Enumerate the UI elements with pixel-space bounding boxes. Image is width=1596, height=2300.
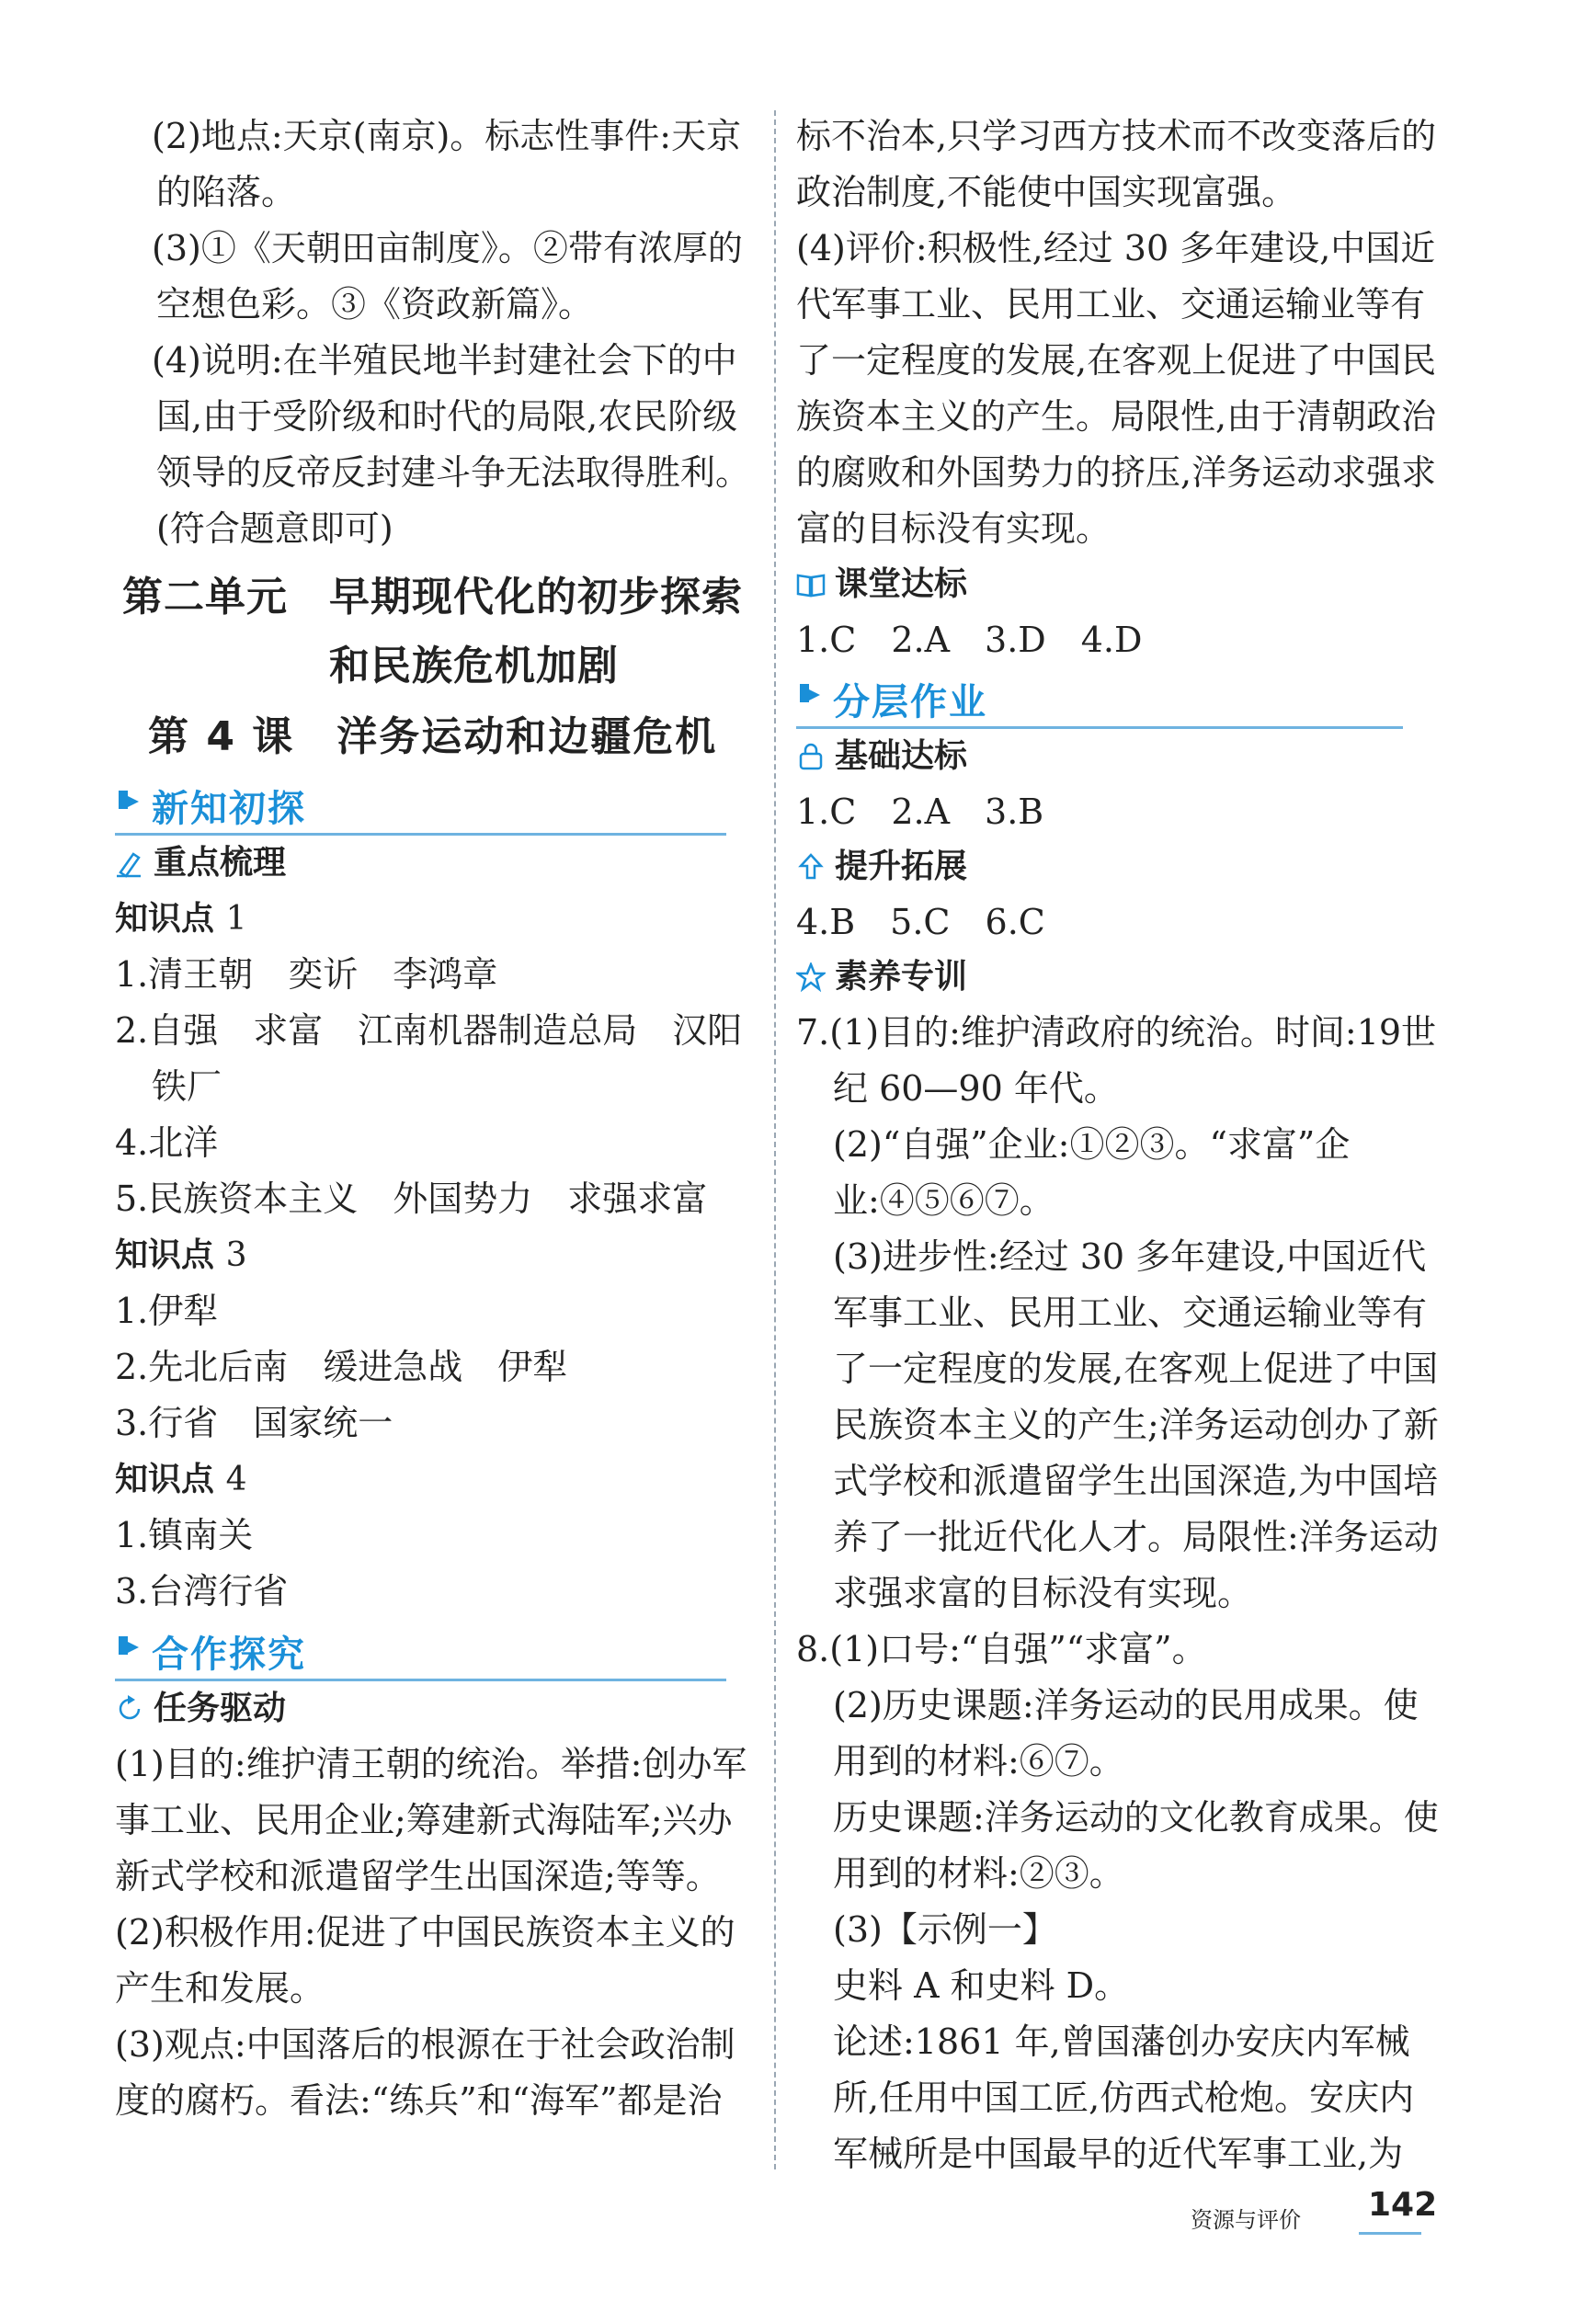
bookmark-icon bbox=[117, 1634, 141, 1662]
section-header-new-knowledge bbox=[115, 776, 726, 836]
list-item: 1.镇南关 bbox=[115, 1515, 254, 1555]
subsection-key-points bbox=[115, 836, 758, 891]
list-item: 5.民族资本主义 外国势力 求强求富 bbox=[115, 1178, 708, 1219]
answer-paragraph: (3)【示例一】 bbox=[833, 1909, 1057, 1950]
right-column bbox=[796, 108, 1440, 2182]
answer-list: 1.C 2.A 3.D 4.D bbox=[796, 620, 1143, 660]
arrow-up-icon bbox=[796, 852, 826, 882]
answer-paragraph: 史料 A 和史料 D。 bbox=[833, 1965, 1130, 2006]
star-icon bbox=[796, 962, 826, 992]
bookmark-icon bbox=[798, 682, 822, 710]
answer-list: 1.C 2.A 3.B bbox=[796, 791, 1044, 832]
answer-paragraph: 历史课题:洋务运动的文化教育成果。使用到的材料:②③。 bbox=[833, 1797, 1439, 1894]
knowledge-point-label: 知识点 1 bbox=[115, 900, 247, 938]
section-header-layered-homework bbox=[796, 669, 1403, 729]
section-title: 分层作业 bbox=[833, 681, 987, 723]
answer-paragraph: 8.(1)口号:“自强”“求富”。 bbox=[796, 1629, 1207, 1669]
subsection-title: 素养专训 bbox=[835, 958, 968, 996]
list-item: 1.伊犁 bbox=[115, 1291, 219, 1331]
subsection-title: 任务驱动 bbox=[154, 1690, 287, 1727]
column-divider bbox=[774, 110, 776, 2169]
lesson-title: 第 4 课 洋务运动和边疆危机 bbox=[148, 713, 718, 760]
answer-paragraph: (4)评价:积极性,经过 30 多年建设,中国近代军事工业、民用工业、交通运输业等有了一定程度的发展,在客观上促进了中国民族资本主义的产生。局限性,由于清朝政治的腐败和外国势力的挤压,洋务运动求强求富的目标没有实现。 bbox=[796, 228, 1437, 549]
subsection-title: 基础达标 bbox=[835, 737, 968, 775]
lock-icon bbox=[796, 742, 826, 771]
footer-book-title: 资源与评价 bbox=[1191, 2207, 1301, 2233]
unit-title-line2: 和民族危机加剧 bbox=[329, 643, 619, 689]
answer-paragraph: (1)目的:维护清王朝的统治。举措:创办军事工业、民用企业;筹建新式海陆军;兴办新式学校和派遣留学生出国深造;等等。 bbox=[115, 1744, 747, 1896]
subsection-basic bbox=[796, 729, 1440, 784]
answer-list: 4.B 5.C 6.C bbox=[796, 902, 1045, 942]
answer-paragraph: (3)进步性:经过 30 多年建设,中国近代军事工业、民用工业、交通运输业等有了一定程度的发展,在客观上促进了中国民族资本主义的产生;洋务运动创办了新式学校和派遣留学生出国深造,为中国培养了一批近代化人才。局限性:洋务运动求强求富的目标没有实现。 bbox=[833, 1236, 1439, 1613]
bookmark-icon bbox=[117, 789, 141, 816]
answer-paragraph: (2)历史课题:洋务运动的民用成果。使用到的材料:⑥⑦。 bbox=[833, 1685, 1419, 1782]
subsection-title: 提升拓展 bbox=[835, 848, 968, 885]
answer-paragraph: 7.(1)目的:维护清政府的统治。时间:19世纪 60—90 年代。 bbox=[796, 1012, 1437, 1109]
answer-paragraph: (2)积极作用:促进了中国民族资本主义的产生和发展。 bbox=[115, 1912, 735, 2009]
list-item: 2.自强 求富 江南机器制造总局 汉阳铁厂 bbox=[115, 1010, 743, 1107]
pen-icon bbox=[115, 848, 144, 878]
list-item: 1.清王朝 奕䜣 李鸿章 bbox=[115, 954, 498, 995]
answer-paragraph: (2)地点:天京(南京)。标志性事件:天京的陷落。 bbox=[152, 116, 742, 212]
answer-paragraph: 论述:1861 年,曾国藩创办安庆内军械所,任用中国工匠,仿西式枪炮。安庆内军械所是中国最早的近代军事工业,为 bbox=[833, 2021, 1415, 2174]
subsection-class-test bbox=[796, 557, 1440, 612]
list-item: 3.行省 国家统一 bbox=[115, 1403, 393, 1443]
unit-title: 第二单元 早期现代化的初步探索 bbox=[122, 574, 743, 621]
subsection-title: 重点梳理 bbox=[154, 844, 287, 882]
book-icon bbox=[796, 570, 826, 599]
knowledge-point-label: 知识点 3 bbox=[115, 1236, 247, 1274]
answer-paragraph: 标不治本,只学习西方技术而不改变落后的政治制度,不能使中国实现富强。 bbox=[796, 116, 1437, 212]
subsection-title: 课堂达标 bbox=[835, 565, 968, 603]
subsection-task-driven bbox=[115, 1681, 758, 1736]
answer-paragraph: (4)说明:在半殖民地半封建社会下的中国,由于受阶级和时代的局限,农民阶级领导的反帝反封建斗争无法取得胜利。(符合题意即可) bbox=[152, 340, 751, 549]
subsection-quality bbox=[796, 950, 1440, 1005]
section-header-cooperation bbox=[115, 1622, 726, 1681]
section-title: 合作探究 bbox=[152, 1634, 306, 1676]
subsection-improve bbox=[796, 839, 1440, 894]
page-number-underline bbox=[1359, 2232, 1421, 2235]
section-title: 新知初探 bbox=[152, 788, 306, 830]
knowledge-point-label: 知识点 4 bbox=[115, 1461, 247, 1498]
list-item: 2.先北后南 缓进急战 伊犁 bbox=[115, 1347, 568, 1387]
page-number: 142 bbox=[1368, 2186, 1438, 2224]
answer-paragraph: (2)“自强”企业:①②③。“求富”企业:④⑤⑥⑦。 bbox=[833, 1124, 1351, 1221]
left-column bbox=[115, 108, 758, 2129]
answer-paragraph: (3)①《天朝田亩制度》。②带有浓厚的空想色彩。③《资政新篇》。 bbox=[152, 228, 743, 325]
list-item: 3.台湾行省 bbox=[115, 1571, 289, 1611]
answer-paragraph: (3)观点:中国落后的根源在于社会政治制度的腐朽。看法:“练兵”和“海军”都是治 bbox=[115, 2024, 735, 2121]
refresh-icon bbox=[115, 1694, 144, 1724]
list-item: 4.北洋 bbox=[115, 1122, 219, 1163]
